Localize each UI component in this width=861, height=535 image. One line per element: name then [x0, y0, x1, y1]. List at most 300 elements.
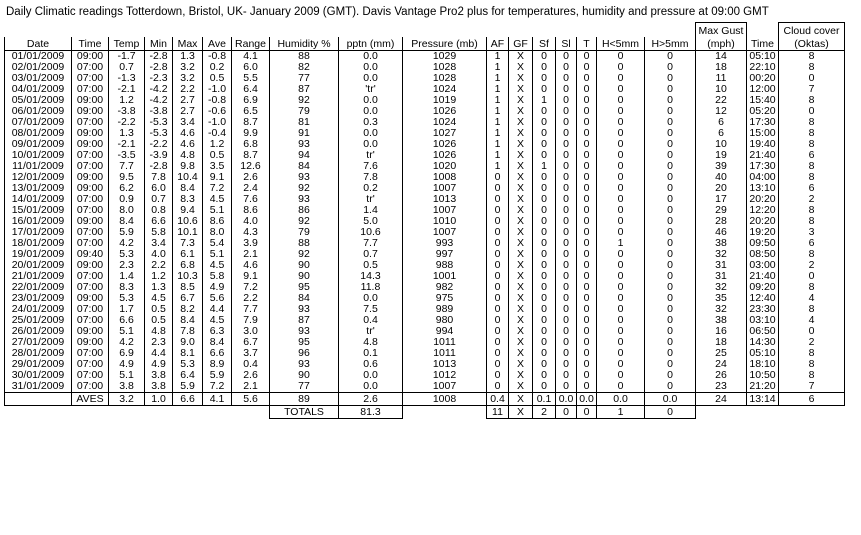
- cell-gust-time: 09:50: [747, 238, 779, 249]
- cell-date: 16/01/2009: [5, 216, 72, 227]
- cell-cloud-cover: 7: [779, 381, 845, 393]
- cell-time: 07:00: [72, 84, 109, 95]
- cell-t: 0: [577, 249, 597, 260]
- cell-h-gt-5mm: 0: [645, 315, 696, 326]
- cell-gf: X: [509, 117, 533, 128]
- cell-ave: 4.5: [203, 194, 232, 205]
- cell-max-gust: 10: [696, 139, 747, 150]
- table-row: [5, 370, 845, 381]
- col-header-max-gust: (mph): [696, 37, 747, 51]
- cell-h-lt-5mm: 0: [597, 161, 645, 172]
- cell-t: 0: [577, 95, 597, 106]
- cell-cloud-cover: 2: [779, 194, 845, 205]
- cell-date: 05/01/2009: [5, 95, 72, 106]
- cell-max-gust: 25: [696, 348, 747, 359]
- cell-pptn: 0.3: [339, 117, 403, 128]
- cell-sl: 0: [556, 205, 577, 216]
- cell-max-gust: 23: [696, 381, 747, 393]
- cell-gf: X: [509, 106, 533, 117]
- cell-max-gust: 28: [696, 216, 747, 227]
- cell-h-gt-5mm: 0: [645, 282, 696, 293]
- cell-gust-time: 12:20: [747, 205, 779, 216]
- table-row: [5, 227, 845, 238]
- cell-temp: 5.1: [109, 370, 145, 381]
- cell-cloud-cover: 0: [779, 271, 845, 282]
- cell-h-gt-5mm: 0: [645, 172, 696, 183]
- totals-spacer: [5, 406, 270, 419]
- cell-max: 10.4: [173, 172, 203, 183]
- cell-range: 4.3: [232, 227, 270, 238]
- cell-af: 0: [487, 315, 509, 326]
- cell-gf: X: [509, 150, 533, 161]
- cell-time: 07:00: [72, 359, 109, 370]
- cell-humidity: 79: [270, 227, 339, 238]
- col-header-h-gt-5mm: H>5mm: [645, 37, 696, 51]
- cell-range: 2.1: [232, 249, 270, 260]
- cell-sf: 1: [533, 161, 556, 172]
- cell-time: 07:00: [72, 238, 109, 249]
- cell-h-gt-5mm: 0: [645, 216, 696, 227]
- aves-pressure: 1008: [403, 393, 487, 406]
- cell-ave: -0.8: [203, 51, 232, 63]
- cell-t: 0: [577, 139, 597, 150]
- cell-pptn: 0.0: [339, 106, 403, 117]
- cell-temp: 5.1: [109, 326, 145, 337]
- col-header-temp: Temp: [109, 37, 145, 51]
- totals-t: 0: [577, 406, 597, 419]
- cell-t: 0: [577, 370, 597, 381]
- col-header-gust-time: Time: [747, 37, 779, 51]
- cell-cloud-cover: 8: [779, 359, 845, 370]
- cell-sl: 0: [556, 359, 577, 370]
- cell-min: 6.6: [145, 216, 173, 227]
- cell-time: 07:00: [72, 304, 109, 315]
- cell-h-gt-5mm: 0: [645, 150, 696, 161]
- cell-temp: 5.3: [109, 249, 145, 260]
- cell-h-gt-5mm: 0: [645, 73, 696, 84]
- cell-pptn: 11.8: [339, 282, 403, 293]
- cell-pressure: 980: [403, 315, 487, 326]
- cell-max-gust: 22: [696, 95, 747, 106]
- cell-min: 4.0: [145, 249, 173, 260]
- cell-range: 7.2: [232, 282, 270, 293]
- cell-cloud-cover: 0: [779, 326, 845, 337]
- cell-t: 0: [577, 161, 597, 172]
- cell-af: 0: [487, 216, 509, 227]
- cell-min: 1.3: [145, 282, 173, 293]
- cell-sf: 0: [533, 381, 556, 393]
- cell-max: 6.1: [173, 249, 203, 260]
- cell-max-gust: 32: [696, 282, 747, 293]
- cloud-cover-header: Cloud cover: [779, 23, 845, 38]
- cell-humidity: 94: [270, 150, 339, 161]
- cell-temp: 5.9: [109, 227, 145, 238]
- cell-sf: 0: [533, 260, 556, 271]
- cell-gf: X: [509, 216, 533, 227]
- cell-time: 09:00: [72, 293, 109, 304]
- cell-min: -5.3: [145, 128, 173, 139]
- cell-max-gust: 24: [696, 359, 747, 370]
- cell-min: 2.3: [145, 337, 173, 348]
- cell-gf: X: [509, 227, 533, 238]
- cell-gf: X: [509, 249, 533, 260]
- cell-pptn: 'tr': [339, 84, 403, 95]
- col-header-time: Time: [72, 37, 109, 51]
- cell-time: 07:00: [72, 205, 109, 216]
- table-row: [5, 260, 845, 271]
- totals-gf: X: [509, 406, 533, 419]
- cell-temp: 4.2: [109, 337, 145, 348]
- cell-max-gust: 18: [696, 337, 747, 348]
- cell-pptn: 0.0: [339, 62, 403, 73]
- cell-h-gt-5mm: 0: [645, 337, 696, 348]
- cell-max-gust: 6: [696, 128, 747, 139]
- cell-t: 0: [577, 106, 597, 117]
- cell-cloud-cover: 8: [779, 95, 845, 106]
- cell-af: 1: [487, 161, 509, 172]
- cell-h-lt-5mm: 0: [597, 139, 645, 150]
- cell-ave: 8.9: [203, 359, 232, 370]
- cell-ave: 0.5: [203, 73, 232, 84]
- cell-date: 31/01/2009: [5, 381, 72, 393]
- cell-max-gust: 29: [696, 205, 747, 216]
- cell-gust-time: 04:00: [747, 172, 779, 183]
- table-row: [5, 326, 845, 337]
- cell-sf: 0: [533, 73, 556, 84]
- cell-min: 4.4: [145, 348, 173, 359]
- cell-af: 0: [487, 227, 509, 238]
- cell-gust-time: 18:10: [747, 359, 779, 370]
- cell-af: 1: [487, 84, 509, 95]
- cell-h-lt-5mm: 0: [597, 216, 645, 227]
- cell-time: 07:00: [72, 370, 109, 381]
- cell-sf: 0: [533, 194, 556, 205]
- cell-sl: 0: [556, 315, 577, 326]
- cell-gf: X: [509, 370, 533, 381]
- cell-pressure: 1007: [403, 205, 487, 216]
- cell-h-lt-5mm: 0: [597, 150, 645, 161]
- cell-humidity: 88: [270, 238, 339, 249]
- cell-sl: 0: [556, 249, 577, 260]
- cell-pptn: 0.0: [339, 51, 403, 63]
- cell-cloud-cover: 8: [779, 117, 845, 128]
- aves-pptn: 2.6: [339, 393, 403, 406]
- cell-time: 07:00: [72, 150, 109, 161]
- cell-temp: 6.9: [109, 348, 145, 359]
- cell-range: 4.0: [232, 216, 270, 227]
- cell-range: 5.5: [232, 73, 270, 84]
- cell-cloud-cover: 8: [779, 282, 845, 293]
- cell-temp: 4.9: [109, 359, 145, 370]
- cell-temp: 1.2: [109, 95, 145, 106]
- cell-humidity: 90: [270, 370, 339, 381]
- cell-min: 0.5: [145, 315, 173, 326]
- cell-humidity: 82: [270, 62, 339, 73]
- cell-range: 6.8: [232, 139, 270, 150]
- cell-time: 07:00: [72, 282, 109, 293]
- aves-cloud-cover: 6: [779, 393, 845, 406]
- cell-h-lt-5mm: 0: [597, 359, 645, 370]
- cell-h-lt-5mm: 0: [597, 194, 645, 205]
- col-header-cloud-cover: (Oktas): [779, 37, 845, 51]
- cell-ave: -0.4: [203, 128, 232, 139]
- table-row: [5, 282, 845, 293]
- col-header-date: Date: [5, 37, 72, 51]
- cell-time: 09:00: [72, 95, 109, 106]
- cell-time: 07:00: [72, 194, 109, 205]
- cell-min: 3.8: [145, 370, 173, 381]
- cell-humidity: 84: [270, 293, 339, 304]
- cell-sl: 0: [556, 194, 577, 205]
- cell-time: 09:00: [72, 183, 109, 194]
- cell-gust-time: 05:20: [747, 106, 779, 117]
- cell-pressure: 1019: [403, 95, 487, 106]
- cell-humidity: 81: [270, 117, 339, 128]
- cell-h-gt-5mm: 0: [645, 194, 696, 205]
- cell-temp: 9.5: [109, 172, 145, 183]
- aves-ave: 4.1: [203, 393, 232, 406]
- cell-min: 0.7: [145, 194, 173, 205]
- cell-af: 1: [487, 106, 509, 117]
- cell-min: -2.8: [145, 161, 173, 172]
- cell-sl: 0: [556, 62, 577, 73]
- cell-date: 17/01/2009: [5, 227, 72, 238]
- cell-max: 8.1: [173, 348, 203, 359]
- table-row: [5, 62, 845, 73]
- cell-gust-time: 23:30: [747, 304, 779, 315]
- cell-min: 7.8: [145, 172, 173, 183]
- col-header-pptn: pptn (mm): [339, 37, 403, 51]
- cell-h-lt-5mm: 0: [597, 117, 645, 128]
- cell-sf: 0: [533, 304, 556, 315]
- cell-humidity: 87: [270, 315, 339, 326]
- cell-sf: 0: [533, 271, 556, 282]
- cell-min: -2.3: [145, 73, 173, 84]
- cell-gf: X: [509, 205, 533, 216]
- cell-max-gust: 17: [696, 194, 747, 205]
- cell-range: 2.1: [232, 381, 270, 393]
- cell-temp: 1.3: [109, 128, 145, 139]
- cell-cloud-cover: 8: [779, 216, 845, 227]
- cell-humidity: 92: [270, 216, 339, 227]
- cell-range: 6.4: [232, 84, 270, 95]
- table-row: [5, 51, 845, 63]
- cell-pptn: 7.5: [339, 304, 403, 315]
- cell-date: 07/01/2009: [5, 117, 72, 128]
- cell-pressure: 1010: [403, 216, 487, 227]
- cell-sl: 0: [556, 51, 577, 63]
- cell-pressure: 1026: [403, 139, 487, 150]
- cell-date: 20/01/2009: [5, 260, 72, 271]
- cell-h-gt-5mm: 0: [645, 84, 696, 95]
- cell-cloud-cover: 0: [779, 106, 845, 117]
- cell-range: 7.6: [232, 194, 270, 205]
- cell-humidity: 93: [270, 139, 339, 150]
- averages-row: [5, 393, 845, 406]
- cell-gf: X: [509, 315, 533, 326]
- cell-pptn: 0.1: [339, 348, 403, 359]
- cell-temp: -1.7: [109, 51, 145, 63]
- cell-temp: 6.2: [109, 183, 145, 194]
- cell-sf: 0: [533, 128, 556, 139]
- header-spacer: [747, 23, 779, 38]
- cell-sl: 0: [556, 227, 577, 238]
- totals-h-gt-5mm: 0: [645, 406, 696, 419]
- cell-pressure: 989: [403, 304, 487, 315]
- cell-af: 0: [487, 238, 509, 249]
- cell-min: 2.2: [145, 260, 173, 271]
- cell-t: 0: [577, 227, 597, 238]
- cell-temp: 8.0: [109, 205, 145, 216]
- cell-temp: 6.6: [109, 315, 145, 326]
- cell-gf: X: [509, 282, 533, 293]
- cell-h-gt-5mm: 0: [645, 326, 696, 337]
- cell-max-gust: 6: [696, 117, 747, 128]
- cell-ave: 5.8: [203, 271, 232, 282]
- cell-humidity: 88: [270, 51, 339, 63]
- cell-range: 7.9: [232, 315, 270, 326]
- cell-min: -3.9: [145, 150, 173, 161]
- cell-t: 0: [577, 238, 597, 249]
- cell-pressure: 1013: [403, 359, 487, 370]
- totals-spacer: [403, 406, 487, 419]
- cell-t: 0: [577, 194, 597, 205]
- cell-pressure: 1028: [403, 73, 487, 84]
- cell-humidity: 92: [270, 183, 339, 194]
- table-row: [5, 194, 845, 205]
- cell-t: 0: [577, 326, 597, 337]
- cell-af: 1: [487, 95, 509, 106]
- cell-max: 4.8: [173, 150, 203, 161]
- cell-pptn: 14.3: [339, 271, 403, 282]
- cell-max: 5.9: [173, 381, 203, 393]
- cell-sl: 0: [556, 381, 577, 393]
- cell-pressure: 1008: [403, 172, 487, 183]
- cell-pressure: 1027: [403, 128, 487, 139]
- cell-pressure: 988: [403, 260, 487, 271]
- cell-sf: 0: [533, 183, 556, 194]
- aves-h-lt-5mm: 0.0: [597, 393, 645, 406]
- cell-date: 11/01/2009: [5, 161, 72, 172]
- cell-temp: 5.3: [109, 293, 145, 304]
- table-row: [5, 139, 845, 150]
- cell-ave: 7.2: [203, 381, 232, 393]
- cell-date: 24/01/2009: [5, 304, 72, 315]
- cell-range: 9.9: [232, 128, 270, 139]
- cell-date: 23/01/2009: [5, 293, 72, 304]
- cell-date: 18/01/2009: [5, 238, 72, 249]
- cell-h-lt-5mm: 0: [597, 106, 645, 117]
- cell-t: 0: [577, 271, 597, 282]
- cell-gf: X: [509, 381, 533, 393]
- cell-cloud-cover: 6: [779, 183, 845, 194]
- cell-time: 09:40: [72, 249, 109, 260]
- cell-ave: -0.8: [203, 95, 232, 106]
- cell-gf: X: [509, 337, 533, 348]
- totals-h-lt-5mm: 1: [597, 406, 645, 419]
- daily-rows: [5, 51, 845, 393]
- cell-humidity: 90: [270, 271, 339, 282]
- table-row: [5, 183, 845, 194]
- cell-sl: 0: [556, 337, 577, 348]
- aves-sf: 0.1: [533, 393, 556, 406]
- col-header-ave: Ave: [203, 37, 232, 51]
- cell-gf: X: [509, 326, 533, 337]
- cell-gf: X: [509, 73, 533, 84]
- cell-t: 0: [577, 348, 597, 359]
- cell-range: 0.4: [232, 359, 270, 370]
- cell-t: 0: [577, 84, 597, 95]
- cell-min: 0.5: [145, 304, 173, 315]
- cell-af: 0: [487, 359, 509, 370]
- cell-h-lt-5mm: 0: [597, 128, 645, 139]
- cell-sf: 0: [533, 315, 556, 326]
- cell-h-lt-5mm: 0: [597, 73, 645, 84]
- cell-pressure: 1013: [403, 194, 487, 205]
- cell-h-lt-5mm: 0: [597, 370, 645, 381]
- cell-gf: X: [509, 95, 533, 106]
- cell-af: 0: [487, 260, 509, 271]
- cell-min: 0.8: [145, 205, 173, 216]
- cell-gf: X: [509, 172, 533, 183]
- cell-max: 6.7: [173, 293, 203, 304]
- cell-h-gt-5mm: 0: [645, 249, 696, 260]
- cell-range: 2.6: [232, 370, 270, 381]
- cell-h-lt-5mm: 0: [597, 315, 645, 326]
- cell-gf: X: [509, 359, 533, 370]
- cell-min: 4.9: [145, 359, 173, 370]
- cell-gust-time: 06:50: [747, 326, 779, 337]
- cell-ave: 8.0: [203, 227, 232, 238]
- cell-time: 07:00: [72, 271, 109, 282]
- cell-min: -2.8: [145, 51, 173, 63]
- cell-pressure: 1012: [403, 370, 487, 381]
- cell-time: 09:00: [72, 139, 109, 150]
- cell-gust-time: 12:00: [747, 84, 779, 95]
- cell-humidity: 79: [270, 106, 339, 117]
- table-row: [5, 95, 845, 106]
- cell-temp: 0.7: [109, 62, 145, 73]
- cell-sf: 0: [533, 238, 556, 249]
- cell-sl: 0: [556, 150, 577, 161]
- header-spacer: [5, 23, 696, 38]
- cell-cloud-cover: 7: [779, 84, 845, 95]
- cell-max: 8.5: [173, 282, 203, 293]
- cell-max-gust: 10: [696, 84, 747, 95]
- cell-min: 4.5: [145, 293, 173, 304]
- col-header-humidity: Humidity %: [270, 37, 339, 51]
- cell-sl: 0: [556, 183, 577, 194]
- cell-min: -3.8: [145, 106, 173, 117]
- cell-range: 4.1: [232, 51, 270, 63]
- cell-pptn: 7.7: [339, 238, 403, 249]
- cell-sl: 0: [556, 282, 577, 293]
- cell-h-lt-5mm: 0: [597, 293, 645, 304]
- cell-gf: X: [509, 139, 533, 150]
- cell-h-gt-5mm: 0: [645, 370, 696, 381]
- cell-max-gust: 31: [696, 271, 747, 282]
- cell-gust-time: 03:00: [747, 260, 779, 271]
- cell-humidity: 92: [270, 95, 339, 106]
- col-header-af: AF: [487, 37, 509, 51]
- cell-cloud-cover: 8: [779, 172, 845, 183]
- cell-temp: -2.1: [109, 139, 145, 150]
- cell-cloud-cover: 2: [779, 260, 845, 271]
- cell-date: 19/01/2009: [5, 249, 72, 260]
- cell-temp: 8.3: [109, 282, 145, 293]
- cell-t: 0: [577, 293, 597, 304]
- cell-pptn: 0.4: [339, 315, 403, 326]
